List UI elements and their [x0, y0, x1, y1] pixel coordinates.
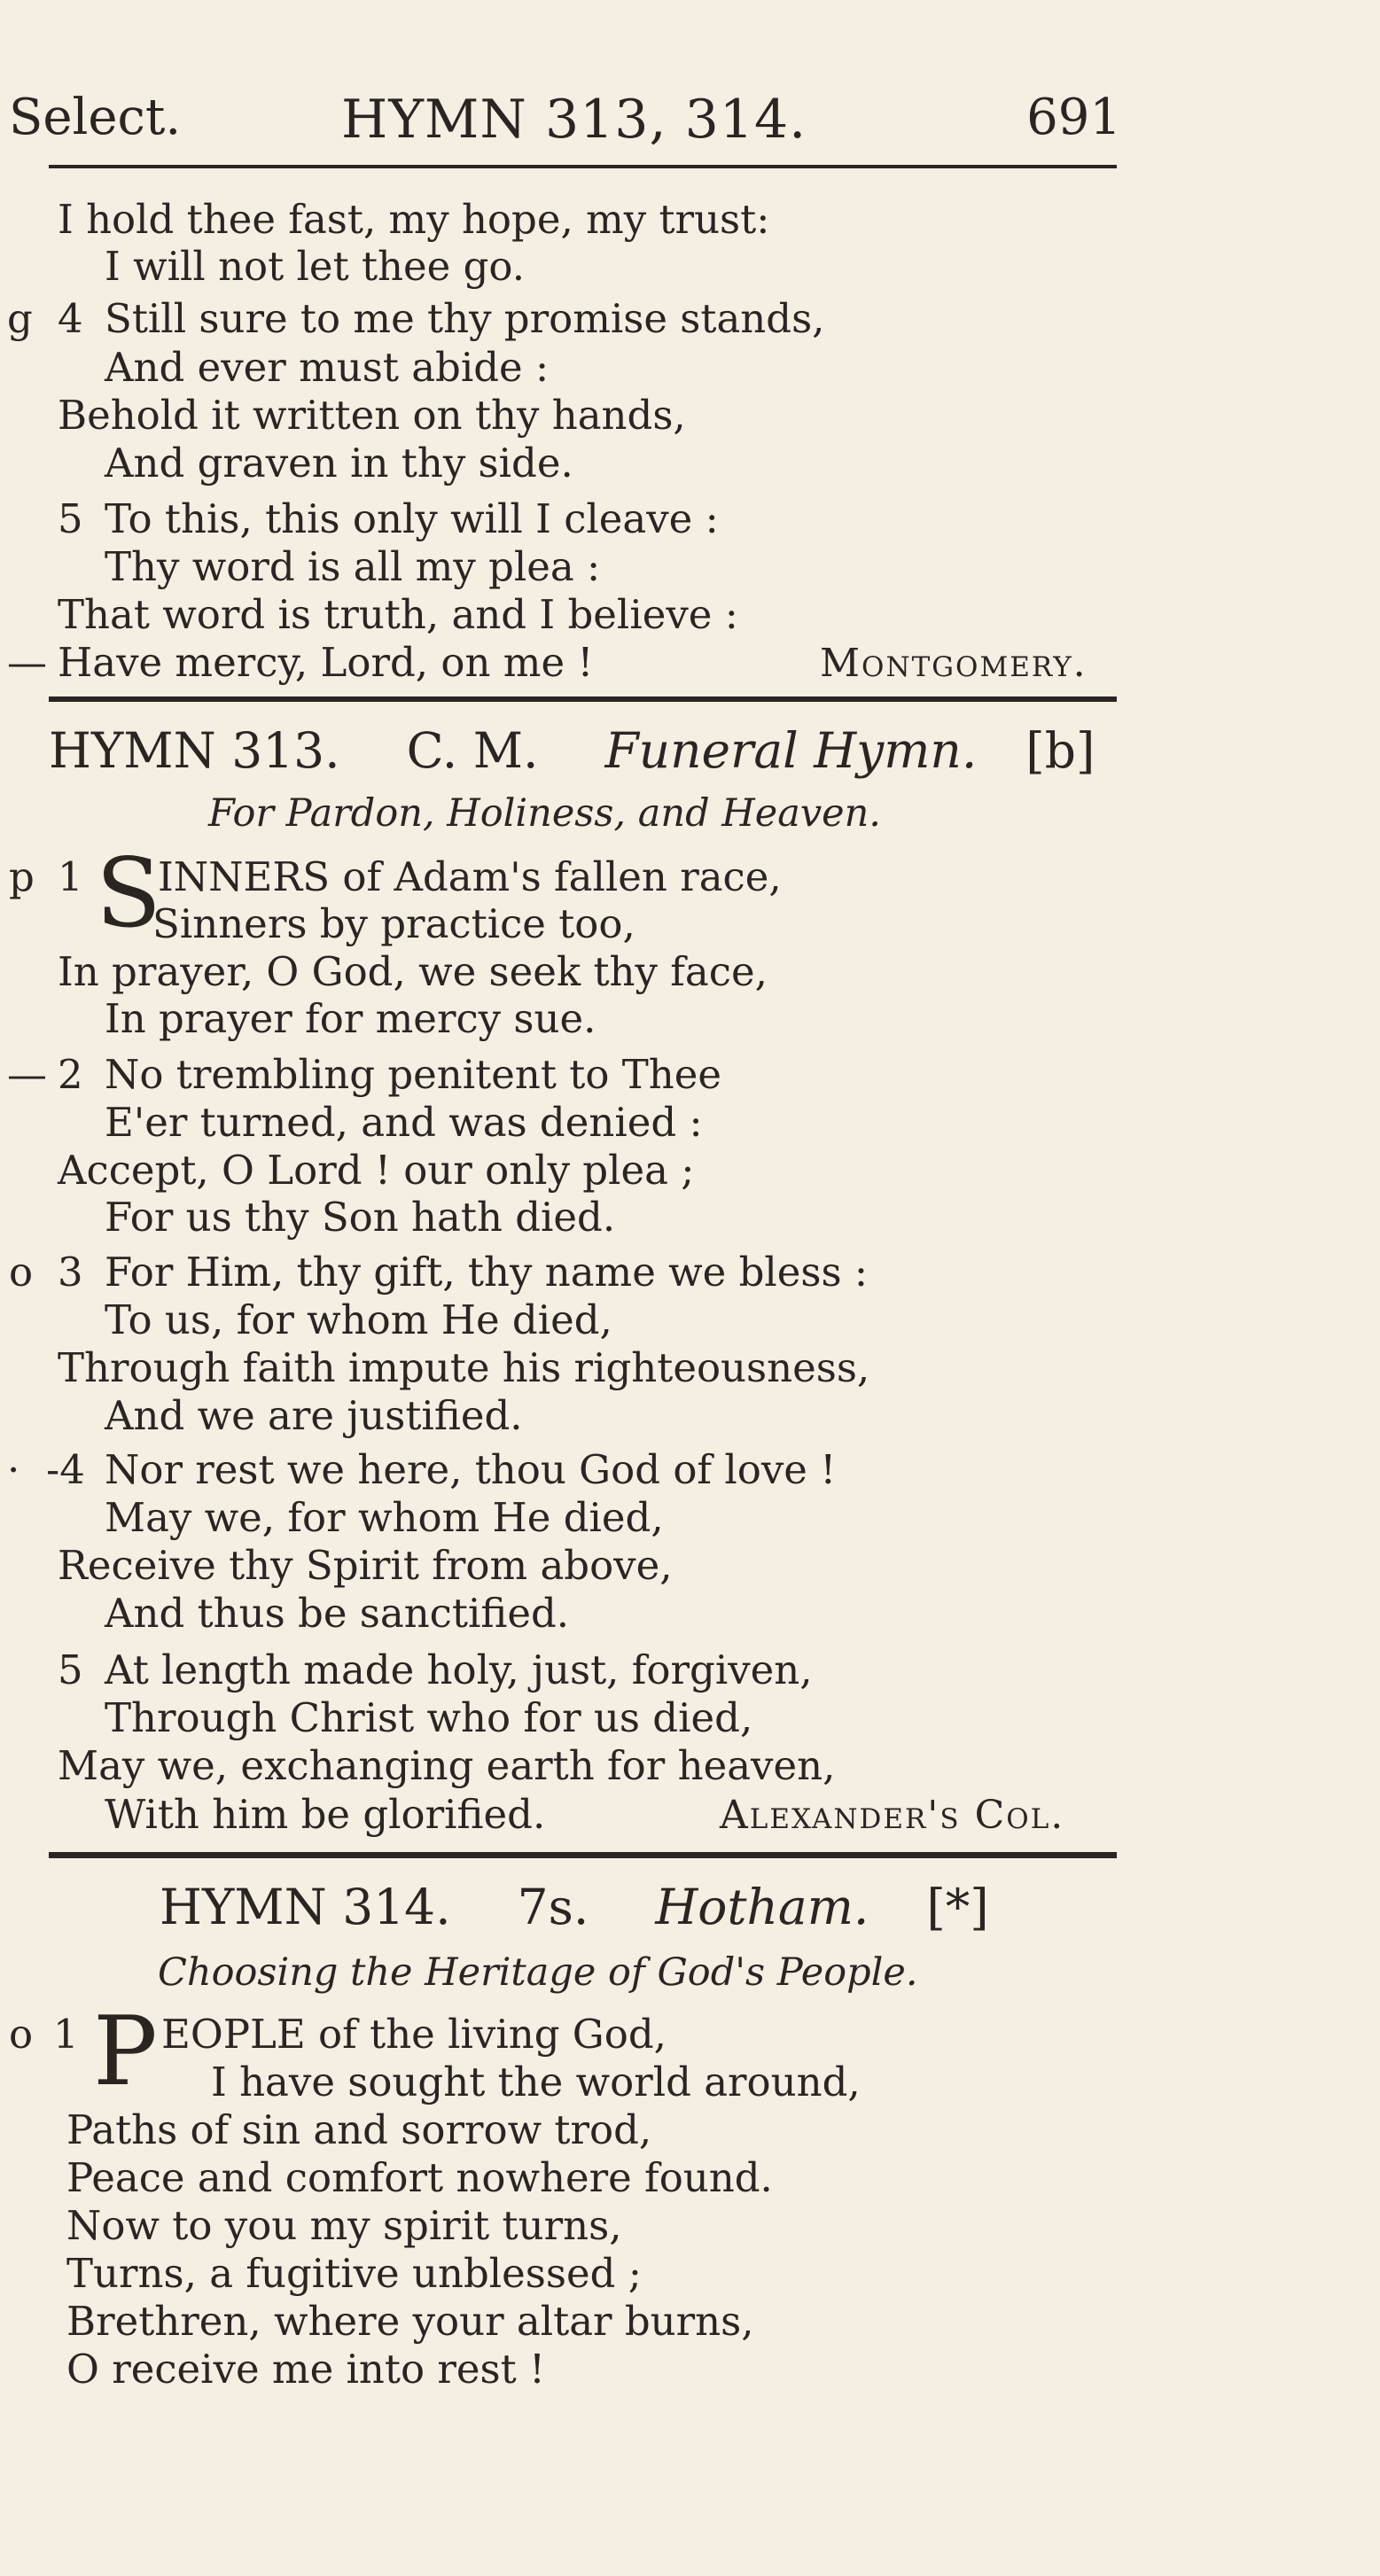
hymn-meter: C. M. [406, 722, 539, 779]
section-rule [49, 697, 1117, 702]
verse-line: I hold thee fast, my hope, my trust: [58, 196, 770, 243]
verse-line: Accept, O Lord ! our only plea ; [58, 1147, 695, 1194]
stanza-mark: p [9, 853, 35, 900]
verse-line: At length made holy, just, forgiven, [105, 1646, 813, 1693]
hymn-subtitle: For Pardon, Holiness, and Heaven. [208, 791, 881, 836]
stanza-number: 1 [53, 2011, 79, 2058]
stanza-mark: · [7, 1446, 20, 1493]
verse-line: With him be glorified. [105, 1791, 546, 1838]
verse-line: E'er turned, and was denied : [105, 1099, 703, 1146]
stanza-number: -4 [46, 1446, 85, 1493]
header-hymn-range: HYMN 313, 314. [341, 89, 807, 151]
verse-line: For Him, thy gift, thy name we bless : [105, 1249, 869, 1296]
author-attribution: Montgomery. [820, 641, 1088, 686]
stanza-mark: o [9, 1249, 34, 1296]
verse-line: May we, exchanging earth for heaven, [58, 1742, 836, 1789]
verse-line: Through faith impute his righteousness, [58, 1344, 870, 1391]
verse-line: Through Christ who for us died, [105, 1694, 753, 1741]
page-number: 691 [1026, 89, 1121, 146]
verse-line: May we, for whom He died, [105, 1494, 664, 1541]
hymn-number: HYMN 313. [49, 722, 340, 779]
verse-line: For us thy Son hath died. [105, 1194, 616, 1241]
stanza-number: 5 [58, 495, 83, 542]
verse-line: Nor rest we here, thou God of love ! [105, 1446, 837, 1493]
verse-line: I will not let thee go. [105, 243, 525, 290]
verse-line: And we are justified. [105, 1392, 523, 1439]
verse-line: INNERS of Adam's fallen race, [158, 853, 782, 900]
verse-line: Brethren, where your altar burns, [66, 2298, 754, 2345]
verse-line: Receive thy Spirit from above, [58, 1542, 673, 1589]
verse-line: Peace and comfort nowhere found. [66, 2154, 773, 2201]
tune-name: Hotham. [655, 1879, 869, 1935]
running-header [9, 89, 1121, 160]
verse-line: Turns, a fugitive unblessed ; [66, 2250, 642, 2297]
stanza-mark: o [9, 2011, 34, 2058]
verse-line: That word is truth, and I believe : [58, 591, 738, 638]
stanza-number: 3 [58, 1249, 83, 1296]
verse-line: Behold it written on thy hands, [58, 392, 686, 439]
verse-line: And ever must abide : [105, 344, 550, 391]
verse-line: I have sought the world around, [211, 2058, 861, 2105]
hymn-title [160, 1879, 989, 1935]
drop-capital: P [93, 1996, 158, 2107]
section-rule [49, 1852, 1117, 1858]
stanza-number: 4 [58, 295, 83, 342]
verse-line: Have mercy, Lord, on me ! [58, 639, 594, 686]
verse-line: Sinners by practice too, [152, 900, 635, 947]
verse-line: To us, for whom He died, [105, 1296, 612, 1343]
verse-line: No trembling penitent to Thee [105, 1051, 721, 1098]
hymn-meter: 7s. [517, 1879, 589, 1935]
hymn-tag: [b] [1025, 722, 1095, 779]
stanza-number: 2 [58, 1051, 83, 1098]
stanza-mark: g [7, 295, 33, 342]
hymn-subtitle: Choosing the Heritage of God's People. [158, 1950, 918, 1995]
tune-name: Funeral Hymn. [604, 722, 978, 779]
verse-line: EOPLE of the living God, [161, 2011, 667, 2058]
verse-line: And graven in thy side. [105, 440, 573, 486]
verse-line: Still sure to me thy promise stands, [105, 295, 825, 342]
section-label: Select. [9, 89, 182, 146]
stanza-number: 1 [58, 853, 83, 900]
hymn-tag: [*] [926, 1879, 989, 1935]
hymn-number: HYMN 314. [160, 1879, 451, 1935]
stanza-number: 5 [58, 1646, 83, 1693]
verse-line: To this, this only will I cleave : [105, 495, 719, 542]
verse-line: Paths of sin and sorrow trod, [66, 2106, 652, 2153]
verse-line: Now to you my spirit turns, [66, 2202, 622, 2249]
verse-line: And thus be sanctified. [105, 1590, 570, 1637]
dynamic-mark: — [7, 639, 47, 686]
stanza-mark: — [7, 1051, 47, 1098]
verse-line: In prayer, O God, we seek thy face, [58, 948, 768, 995]
header-rule [49, 165, 1117, 168]
verse-line: Thy word is all my plea : [105, 543, 601, 590]
hymn-title [49, 722, 1095, 779]
drop-capital: S [96, 838, 161, 949]
verse-line: O receive me into rest ! [66, 2346, 546, 2393]
author-attribution: Alexander's Col. [720, 1793, 1065, 1838]
verse-line: In prayer for mercy sue. [105, 995, 596, 1042]
